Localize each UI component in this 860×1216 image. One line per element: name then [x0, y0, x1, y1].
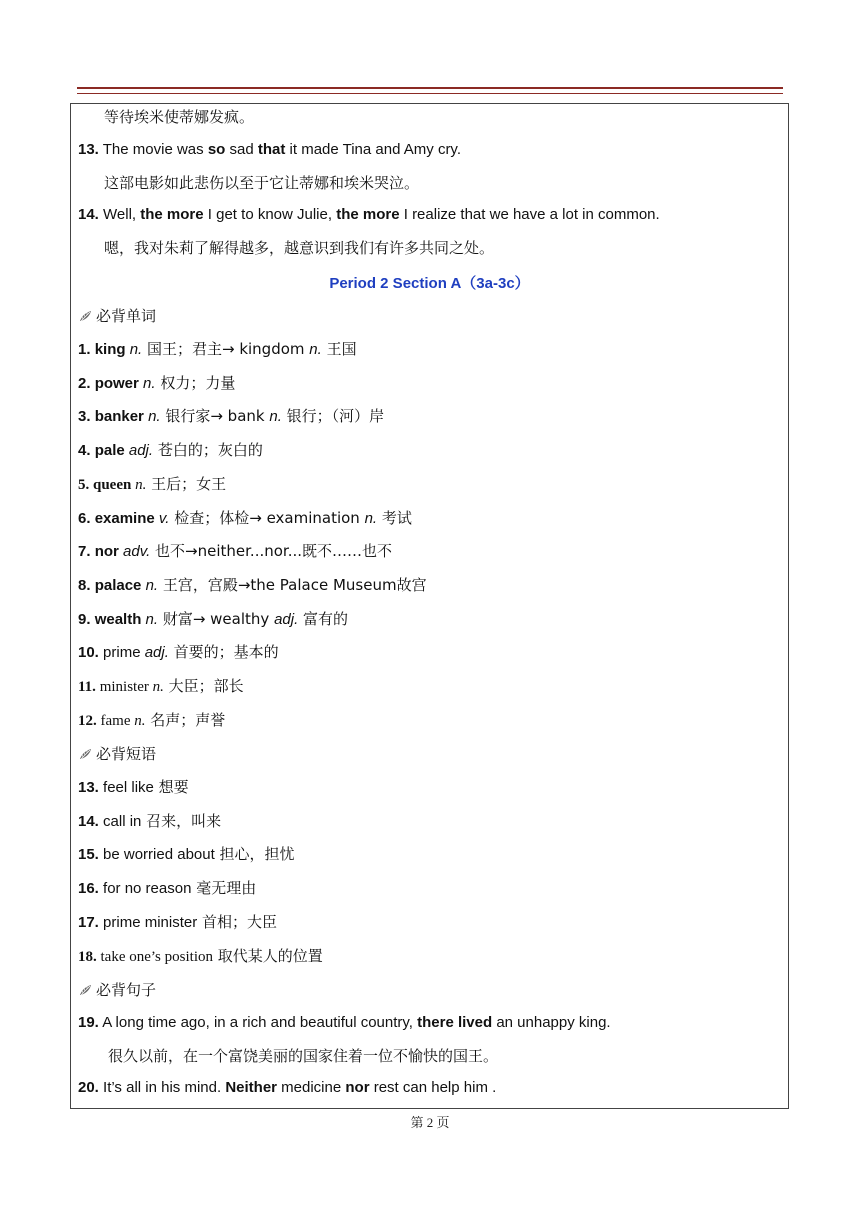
key-word: the more [140, 206, 204, 223]
item-number: 2. [78, 374, 91, 392]
word-item [78, 710, 225, 731]
definition: 银行；（河）岸 [281, 407, 385, 426]
item-number: 18. [78, 948, 97, 965]
phrase-text: prime minister [103, 913, 198, 931]
phrase-item [78, 844, 295, 865]
translation-line: 等待埃米使蒂娜发疯。 [104, 108, 255, 126]
item-number: 6. [78, 509, 91, 527]
word-entry: pale [94, 442, 125, 460]
phrase-item [78, 878, 256, 899]
word-entry: king [94, 341, 126, 358]
item-number: 9. [78, 610, 91, 628]
text-run: The movie was [102, 141, 208, 158]
key-word: that [257, 141, 286, 158]
part-of-speech: adj. [274, 610, 299, 628]
definition: 权力；力量 [155, 373, 236, 392]
sentence-19 [78, 1013, 611, 1033]
part-of-speech: n. [145, 610, 159, 628]
heading-label: 必背短语 [96, 745, 157, 763]
text-run: It’s all in his mind. [103, 1079, 226, 1096]
text-run: medicine [277, 1079, 346, 1096]
definition: 王后；女王 [146, 474, 227, 493]
translation-19: 很久以前，在一个富饶美丽的国家住着一位不愉快的国王。 [108, 1047, 499, 1065]
item-number: 8. [78, 576, 91, 594]
translation-13: 这部电影如此悲伤以至于它让蒂娜和埃米哭泣。 [104, 174, 420, 192]
text-run: rest can help him . [369, 1079, 497, 1096]
part-of-speech: n. [269, 408, 282, 426]
definition: 富有的 [298, 609, 349, 628]
header-rule-thin [77, 93, 783, 94]
leaf-bullet-icon [78, 747, 94, 761]
header-rule-thick [77, 87, 783, 89]
text-run: it made Tina and Amy cry. [285, 141, 461, 158]
word-entry: banker [94, 408, 144, 426]
leaf-bullet-icon [78, 983, 94, 997]
phrase-text: be worried about [103, 846, 215, 864]
part-of-speech: n. [135, 476, 147, 493]
item-number: 19. [78, 1014, 99, 1031]
word-entry: queen [93, 476, 132, 493]
definition: 国王；君主→ kingdom [142, 340, 310, 358]
part-of-speech: n. [309, 341, 322, 358]
word-item [78, 541, 392, 562]
part-of-speech: n. [364, 509, 378, 527]
phrase-item [78, 946, 323, 967]
definition: 想要 [153, 778, 189, 796]
word-entry: wealth [94, 610, 142, 628]
word-item [78, 373, 235, 394]
part-of-speech: n. [143, 374, 156, 392]
sentence-20 [78, 1078, 496, 1098]
word-entry: prime [103, 644, 141, 662]
definition: 首要的；基本的 [168, 643, 279, 662]
part-of-speech: adj. [144, 644, 169, 662]
item-number: 10. [78, 644, 99, 662]
definition: 担心，担忧 [214, 845, 295, 864]
word-entry: palace [94, 576, 142, 594]
phrase-item [78, 912, 277, 933]
definition: 王国 [321, 340, 357, 358]
definition: 毫无理由 [191, 879, 257, 898]
part-of-speech: n. [152, 679, 164, 695]
sentence-14 [78, 205, 660, 225]
word-item [78, 575, 427, 596]
key-word: nor [345, 1079, 370, 1096]
heading-label: 必背句子 [96, 981, 157, 999]
definition: 也不→neither...nor...既不……也不 [150, 542, 393, 561]
phrase-text: feel like [103, 779, 154, 796]
text-run: Well, [103, 206, 141, 223]
definition: 名声；声誉 [145, 710, 226, 729]
item-number: 20. [78, 1079, 99, 1096]
section-title: Period 2 Section A（3a-3c） [329, 275, 530, 292]
part-of-speech: n. [134, 712, 146, 729]
phrase-item [78, 811, 221, 832]
definition: 财富→ wealthy [158, 609, 275, 628]
item-number: 12. [78, 712, 97, 729]
word-item [78, 609, 348, 630]
key-word: so [207, 141, 226, 158]
definition: 王宫，宫殿→the Palace Museum故宫 [158, 575, 427, 594]
item-number: 13. [78, 141, 99, 158]
heading-phrases [78, 743, 156, 764]
definition: 考试 [377, 508, 412, 527]
page-number: 第 2 页 [410, 1115, 450, 1130]
item-number: 3. [78, 408, 91, 426]
translation-14: 嗯，我对朱莉了解得越多，越意识到我们有许多共同之处。 [104, 239, 495, 257]
heading-label: 必背单词 [96, 307, 157, 325]
definition: 苍白的；灰白的 [153, 441, 263, 460]
definition: 大臣；部长 [163, 677, 244, 695]
key-word: the more [336, 206, 400, 223]
part-of-speech: adj. [128, 442, 154, 460]
item-number: 16. [78, 880, 99, 898]
part-of-speech: v. [158, 509, 170, 527]
item-number: 14. [78, 812, 99, 830]
word-entry: minister [99, 679, 149, 695]
word-item [78, 339, 357, 360]
text-run: sad [225, 141, 258, 158]
word-item [78, 642, 279, 663]
definition: 召来，叫来 [141, 811, 222, 830]
text-run: I realize that we have a lot in common. [399, 206, 660, 223]
word-entry: examine [94, 509, 155, 527]
heading-sentences [78, 979, 156, 1000]
leaf-bullet-icon [78, 309, 94, 323]
item-number: 15. [78, 846, 99, 864]
word-entry: fame [100, 712, 131, 729]
phrase-text: take one’s position [100, 948, 213, 965]
part-of-speech: n. [145, 576, 159, 594]
word-entry: power [94, 374, 139, 392]
phrase-item [78, 777, 189, 798]
item-number: 11. [78, 679, 96, 695]
sentence-13 [78, 140, 461, 160]
word-item [78, 508, 412, 529]
word-item [78, 676, 244, 697]
phrase-text: for no reason [103, 880, 192, 898]
word-entry: nor [94, 543, 119, 561]
definition: 取代某人的位置 [213, 946, 323, 965]
definition: 银行家→ bank [160, 407, 270, 426]
word-item [78, 440, 263, 461]
item-number: 14. [78, 206, 99, 223]
item-number: 17. [78, 913, 99, 931]
item-number: 1. [78, 341, 91, 358]
item-number: 13. [78, 779, 99, 796]
part-of-speech: n. [148, 408, 161, 426]
word-item [78, 474, 226, 495]
item-number: 4. [78, 442, 91, 460]
definition: 首相；大臣 [197, 912, 277, 931]
item-number: 7. [78, 543, 91, 561]
part-of-speech: n. [129, 341, 143, 358]
phrase-text: call in [103, 812, 142, 830]
heading-words [78, 305, 156, 326]
part-of-speech: adv. [123, 543, 151, 561]
key-word: Neither [225, 1079, 277, 1096]
key-word: there lived [417, 1014, 493, 1031]
definition: 检查；体检→ examination [169, 508, 365, 527]
text-run: A long time ago, in a rich and beautiful country, [102, 1014, 418, 1031]
item-number: 5. [78, 476, 90, 493]
word-item [78, 406, 384, 427]
text-run: an unhappy king. [492, 1014, 611, 1031]
text-run: I get to know Julie, [203, 206, 337, 223]
